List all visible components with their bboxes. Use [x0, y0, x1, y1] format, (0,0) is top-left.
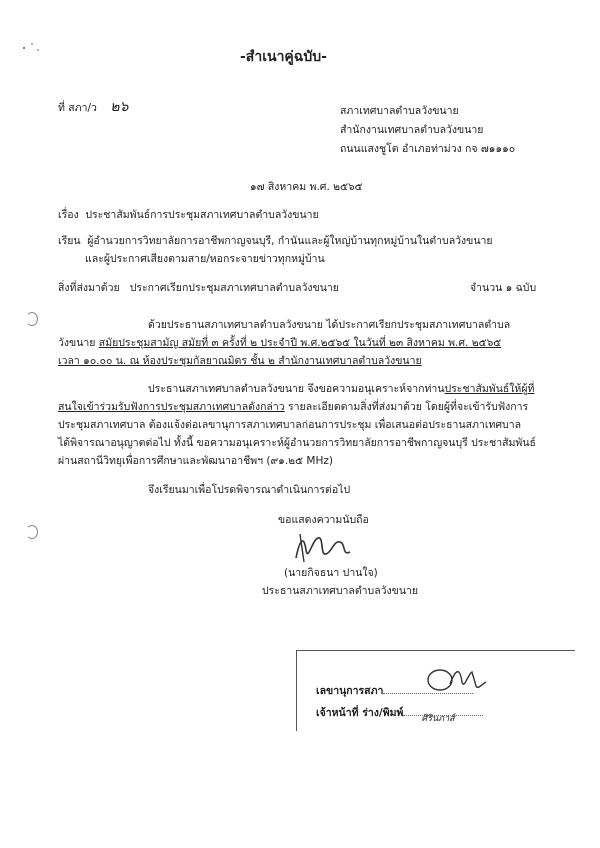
enclosure-label: สิ่งที่ส่งมาด้วย: [58, 282, 120, 294]
staff-handwritten-name: ศิรินภาส์: [421, 714, 455, 724]
sender-address-line-3: ถนนแสงชูโต อำเภอท่าม่วง กจ ๗๑๑๑๐: [340, 143, 516, 155]
secretary-initials: [420, 664, 490, 694]
letter-date: ๑๗ สิงหาคม พ.ศ. ๒๕๖๕: [250, 181, 363, 193]
reference-number: [58, 100, 128, 115]
staff-line: [316, 706, 483, 724]
body-p2-line-1: [148, 382, 534, 396]
punch-hole-top: [26, 312, 38, 326]
meeting-session-underlined: สมัยประชุมสามัญ สมัยที่ ๓ ครั้งที่ ๒ ประจำปี พ.ศ.๒๕๖๕ ในวันที่ ๒๓ สิงหาคม พ.ศ. ๒๕๖๕: [98, 337, 502, 349]
body-p2-line-2a: สนใจเข้าร่วมรับฟังการประชุมสภาเทศบาลดังกล่าว: [58, 401, 285, 413]
body-p2-line-5: ผ่านสถานีวิทยุเพื่อการศึกษาและพัฒนาอาชีพฯ (๙๑.๒๕ MHz): [58, 455, 333, 467]
secretary-label: เลขานุการสภา: [316, 685, 384, 697]
body-p2-line-2: [58, 400, 528, 414]
body-p1-line-3: เวลา ๑๐.๐๐ น. ณ ห้องประชุมกัลยาณมิตร ชั้น ๒ สำนักงานเทศบาลตำบลวังขนาย: [58, 355, 422, 367]
recipient-text-1: ผู้อำนวยการวิทยาลัยการอาชีพกาญจนบุรี, กำนันและผู้ใหญ่บ้านทุกหมู่บ้านในตำบลวังขนาย: [87, 235, 493, 247]
body-p2-line-4: ได้พิจารณาอนุญาตต่อไป ทั้งนี้ ขอความอนุเคราะห์ผู้อำนวยการวิทยาลัยการอาชีพกาญจนบุรี ประชาสัมพันธ์: [58, 437, 536, 449]
body-p3: จึงเรียนมาเพื่อโปรดพิจารณาดำเนินการต่อไป: [148, 484, 351, 496]
staff-dots: [403, 714, 483, 724]
subject-line: [58, 208, 319, 222]
recipient-line-2: และผู้ประกาศเสียงตามสาย/หอกระจายข่าวทุกหมู่บ้าน: [85, 253, 325, 265]
scan-specks: [20, 38, 50, 58]
recipient-line-1: [58, 234, 493, 248]
body-p2-line-1a: ประธานสภาเทศบาลตำบลวังขนาย จึงขอความอนุเคราะห์จากท่าน: [148, 383, 445, 395]
reference-label: ที่ สภา/ว: [58, 102, 97, 114]
enclosure-count: จำนวน ๑ ฉบับ: [470, 282, 537, 294]
body-p1-line-1: ด้วยประธานสภาเทศบาลตำบลวังขนาย ได้ประกาศเรียกประชุมสภาเทศบาลตำบล: [148, 319, 511, 331]
body-p1-line-2a: วังขนาย: [58, 337, 96, 349]
enclosure-line: [58, 281, 339, 295]
enclosure-text: ประกาศเรียกประชุมสภาเทศบาลตำบลวังขนาย: [129, 282, 339, 294]
sender-address-line-1: สภาเทศบาลตำบลวังขนาย: [340, 105, 459, 117]
sender-address-line-2: สำนักงานเทศบาลตำบลวังขนาย: [340, 124, 484, 136]
subject-text: ประชาสัมพันธ์การประชุมสภาเทศบาลตำบลวังขนาย: [85, 209, 319, 221]
body-p2-line-1b: ประชาสัมพันธ์ให้ผู้ที่: [444, 383, 535, 395]
punch-hole-bottom: [26, 525, 38, 539]
signature-drawing: [290, 528, 370, 568]
body-p2-line-2b: รายละเอียดตามสิ่งที่ส่งมาด้วย โดยผู้ที่จะเข้ารับฟังการ: [284, 401, 529, 413]
body-p1-line-2: [58, 336, 501, 350]
closing-salutation: ขอแสดงความนับถือ: [278, 514, 369, 526]
staff-label: เจ้าหน้าที่ ร่าง/พิมพ์: [316, 707, 404, 719]
document-title: -สำเนาคู่ฉบับ-: [240, 49, 327, 65]
subject-label: เรื่อง: [58, 209, 79, 221]
reference-handwritten: ๒๖: [110, 99, 129, 115]
signer-position: ประธานสภาเทศบาลตำบลวังขนาย: [262, 585, 419, 597]
body-p2-line-3: ประชุมสภาเทศบาล ต้องแจ้งต่อเลขานุการสภาเทศบาลก่อนการประชุม เพื่อเสนอต่อประธานสภาเทศบาล: [58, 419, 522, 431]
recipient-label: เรียน: [58, 235, 81, 247]
signer-name: (นายกิจธนา ปานใจ): [284, 567, 378, 579]
